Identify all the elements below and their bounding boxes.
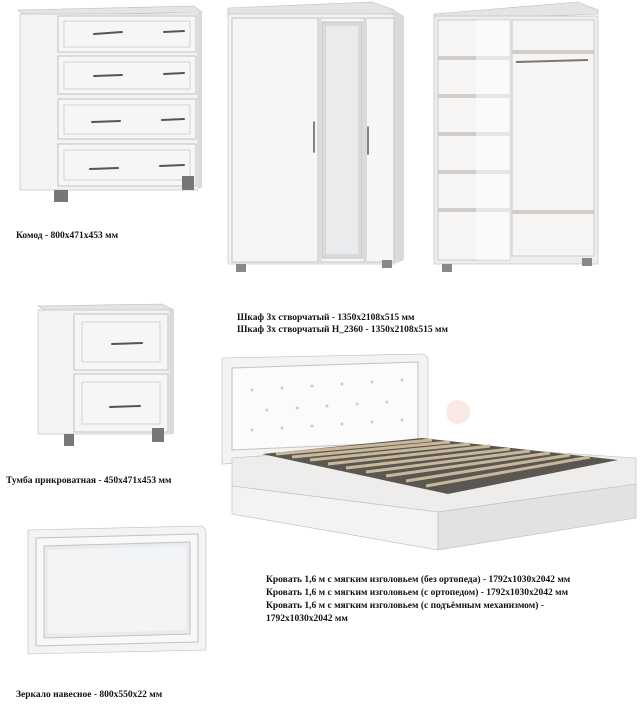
- nightstand-image: [34, 304, 178, 446]
- mirror-image: [22, 526, 210, 654]
- bed-caption-3: Кровать 1,6 м с мягким изголовьем (с подъёмным механизмом) -: [266, 601, 544, 611]
- dresser-caption: Комод - 800х471х453 мм: [16, 231, 119, 241]
- wardrobe-closed-image: [222, 2, 412, 272]
- bed-caption-1: Кровать 1,6 м с мягким изголовьем (без ортопеда) - 1792х1030х2042 мм: [266, 575, 571, 585]
- nightstand-caption: Тумба прикроватная - 450х471х453 мм: [6, 476, 172, 486]
- wardrobe-caption-1: Шкаф 3х створчатый - 1350х2108х515 мм: [237, 313, 415, 323]
- dresser-image: [14, 6, 206, 202]
- bed-image: [218, 354, 638, 550]
- bed-caption-2: Кровать 1,6 м с мягким изголовьем (с ортопедом) - 1792х1030х2042 мм: [266, 588, 569, 598]
- mirror-caption: Зеркало навесное - 800х550х22 мм: [16, 690, 163, 700]
- bed-caption-4: 1792х1030х2042 мм: [266, 614, 348, 624]
- wardrobe-open-image: [428, 2, 608, 272]
- wardrobe-caption-2: Шкаф 3х створчатый Н_2360 - 1350х2108х515 мм: [237, 325, 448, 335]
